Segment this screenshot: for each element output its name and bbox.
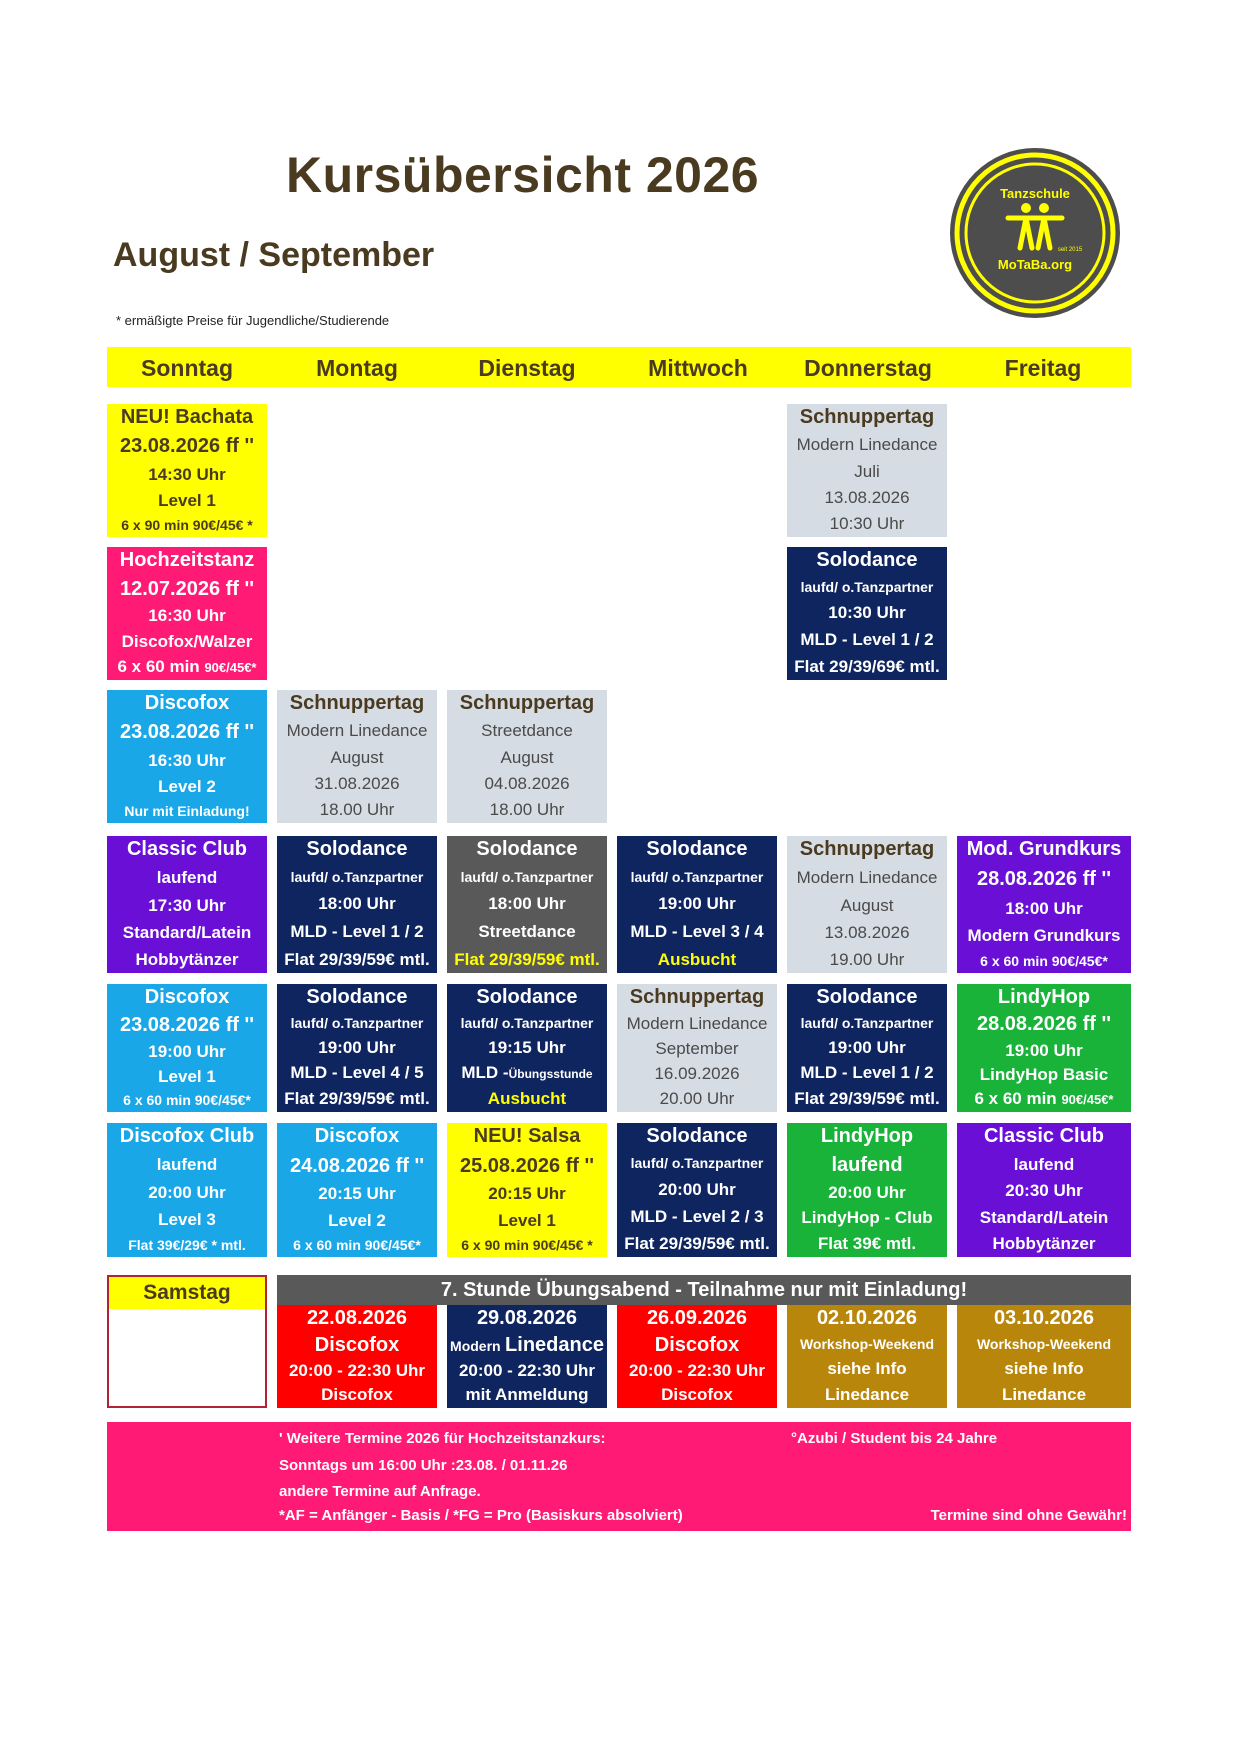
course-discofox-level1: Discofox 23.08.2026 ff '' 19:00 Uhr Level 1 6 x 60 min 90€/45€* — [107, 984, 267, 1112]
saturday-event-discofox-1: 22.08.2026 Discofox 20:00 - 22:30 Uhr Discofox — [277, 1305, 437, 1408]
day-tuesday: Dienstag — [478, 355, 576, 381]
weekday-header — [107, 347, 1131, 387]
footer-info — [107, 1422, 1131, 1531]
course-solodance-streetdance: Solodance laufd/ o.Tanzpartner 18:00 Uhr Streetdance Flat 29/39/59€ mtl. — [447, 836, 607, 973]
logo-line1: Tanzschule — [1000, 186, 1070, 201]
course-solodance-practice: Solodance laufd/ o.Tanzpartner 19:15 Uhr MLD -Übungsstunde Ausbucht — [447, 984, 607, 1112]
course-classic-club-fri: Classic Club laufend 20:30 Uhr Standard/Latein Hobbytänzer — [957, 1123, 1131, 1257]
course-lindyhop-club: LindyHop laufend 20:00 Uhr LindyHop - Club Flat 39€ mtl. — [787, 1123, 947, 1257]
course-trial-linedance-july: Schnuppertag Modern Linedance Juli 13.08.2026 10:30 Uhr — [787, 404, 947, 537]
day-wednesday: Mittwoch — [648, 355, 748, 381]
footer-disclaimer: Termine sind ohne Gewähr! — [930, 1507, 1127, 1524]
course-lindyhop-basic: LindyHop 28.08.2026 ff '' 19:00 Uhr LindyHop Basic 6 x 60 min 90€/45€* — [957, 984, 1131, 1112]
footer-sundays: Sonntags um 16:00 Uhr :23.08. / 01.11.26 — [279, 1457, 568, 1474]
saturday-event-linedance: 29.08.2026 Modern Linedance 20:00 - 22:30 Uhr mit Anmeldung — [447, 1305, 607, 1408]
day-friday: Freitag — [1004, 355, 1082, 381]
course-solodance-mon-1800: Solodance laufd/ o.Tanzpartner 18:00 Uhr MLD - Level 1 / 2 Flat 29/39/59€ mtl. — [277, 836, 437, 973]
saturday-event-workshop-2: 03.10.2026 Workshop-Weekend siehe Info Linedance — [957, 1305, 1131, 1408]
course-trial-linedance-sep: Schnuppertag Modern Linedance September 16.09.2026 20.00 Uhr — [617, 984, 777, 1112]
dance-school-logo — [948, 146, 1122, 320]
course-solodance-wed-2000: Solodance laufd/ o.Tanzpartner 20:00 Uhr MLD - Level 2 / 3 Flat 29/39/59€ mtl. — [617, 1123, 777, 1257]
course-solodance-mon-1900: Solodance laufd/ o.Tanzpartner 19:00 Uhr MLD - Level 4 / 5 Flat 29/39/59€ mtl. — [277, 984, 437, 1112]
course-discofox-level2: Discofox 23.08.2026 ff '' 16:30 Uhr Level 2 Nur mit Einladung! — [107, 690, 267, 823]
page-subtitle: August / September — [113, 236, 435, 274]
course-discofox-level2-mon: Discofox 24.08.2026 ff '' 20:15 Uhr Level 2 6 x 60 min 90€/45€* — [277, 1123, 437, 1257]
course-salsa: NEU! Salsa 25.08.2026 ff '' 20:15 Uhr Level 1 6 x 90 min 90€/45€ * — [447, 1123, 607, 1257]
saturday-label: Samstag — [109, 1277, 265, 1309]
day-sunday: Sonntag — [141, 355, 233, 381]
course-bachata: NEU! Bachata 23.08.2026 ff '' 14:30 Uhr Level 1 6 x 90 min 90€/45€ * — [107, 404, 267, 537]
course-solodance-wed-1900: Solodance laufd/ o.Tanzpartner 19:00 Uhr MLD - Level 3 / 4 Ausbucht — [617, 836, 777, 973]
footer-more-dates: ' Weitere Termine 2026 für Hochzeitstanzkurs: — [279, 1430, 606, 1447]
price-note: * ermäßigte Preise für Jugendliche/Studierende — [116, 313, 390, 328]
footer-azubi-note: °Azubi / Student bis 24 Jahre — [791, 1430, 998, 1447]
page-title: Kursübersicht 2026 — [286, 147, 760, 203]
saturday-event-workshop-1: 02.10.2026 Workshop-Weekend siehe Info Linedance — [787, 1305, 947, 1408]
course-trial-linedance-mon: Schnuppertag Modern Linedance August 31.08.2026 18.00 Uhr — [277, 690, 437, 823]
course-solodance-thu-1900: Solodance laufd/ o.Tanzpartner 19:00 Uhr MLD - Level 1 / 2 Flat 29/39/59€ mtl. — [787, 984, 947, 1112]
day-thursday: Donnerstag — [804, 355, 932, 381]
course-classic-club-sun: Classic Club laufend 17:30 Uhr Standard/Latein Hobbytänzer — [107, 836, 267, 973]
logo-line2: MoTaBa.org — [997, 257, 1073, 272]
saturday-box — [107, 1275, 267, 1408]
course-wedding-dance: Hochzeitstanz 12.07.2026 ff '' 16:30 Uhr Discofox/Walzer 6 x 60 min 90€/45€* — [107, 547, 267, 680]
footer-level-legend: *AF = Anfänger - Basis / *FG = Pro (Basiskurs absolviert) — [279, 1507, 683, 1524]
course-modern-basic: Mod. Grundkurs 28.08.2026 ff '' 18:00 Uhr Modern Grundkurs 6 x 60 min 90€/45€* — [957, 836, 1131, 973]
logo-since: seit 2015 — [1057, 247, 1083, 253]
course-trial-linedance-aug: Schnuppertag Modern Linedance August 13.08.2026 19.00 Uhr — [787, 836, 947, 973]
course-trial-streetdance: Schnuppertag Streetdance August 04.08.2026 18.00 Uhr — [447, 690, 607, 823]
practice-evening-banner: 7. Stunde Übungsabend - Teilnahme nur mit Einladung! — [277, 1275, 1131, 1305]
saturday-event-discofox-2: 26.09.2026 Discofox 20:00 - 22:30 Uhr Discofox — [617, 1305, 777, 1408]
day-monday: Montag — [316, 355, 398, 381]
course-solodance-thu-1030: Solodance laufd/ o.Tanzpartner 10:30 Uhr MLD - Level 1 / 2 Flat 29/39/69€ mtl. — [787, 547, 947, 680]
footer-other-dates: andere Termine auf Anfrage. — [279, 1483, 481, 1500]
course-discofox-club: Discofox Club laufend 20:00 Uhr Level 3 Flat 39€/29€ * mtl. — [107, 1123, 267, 1257]
